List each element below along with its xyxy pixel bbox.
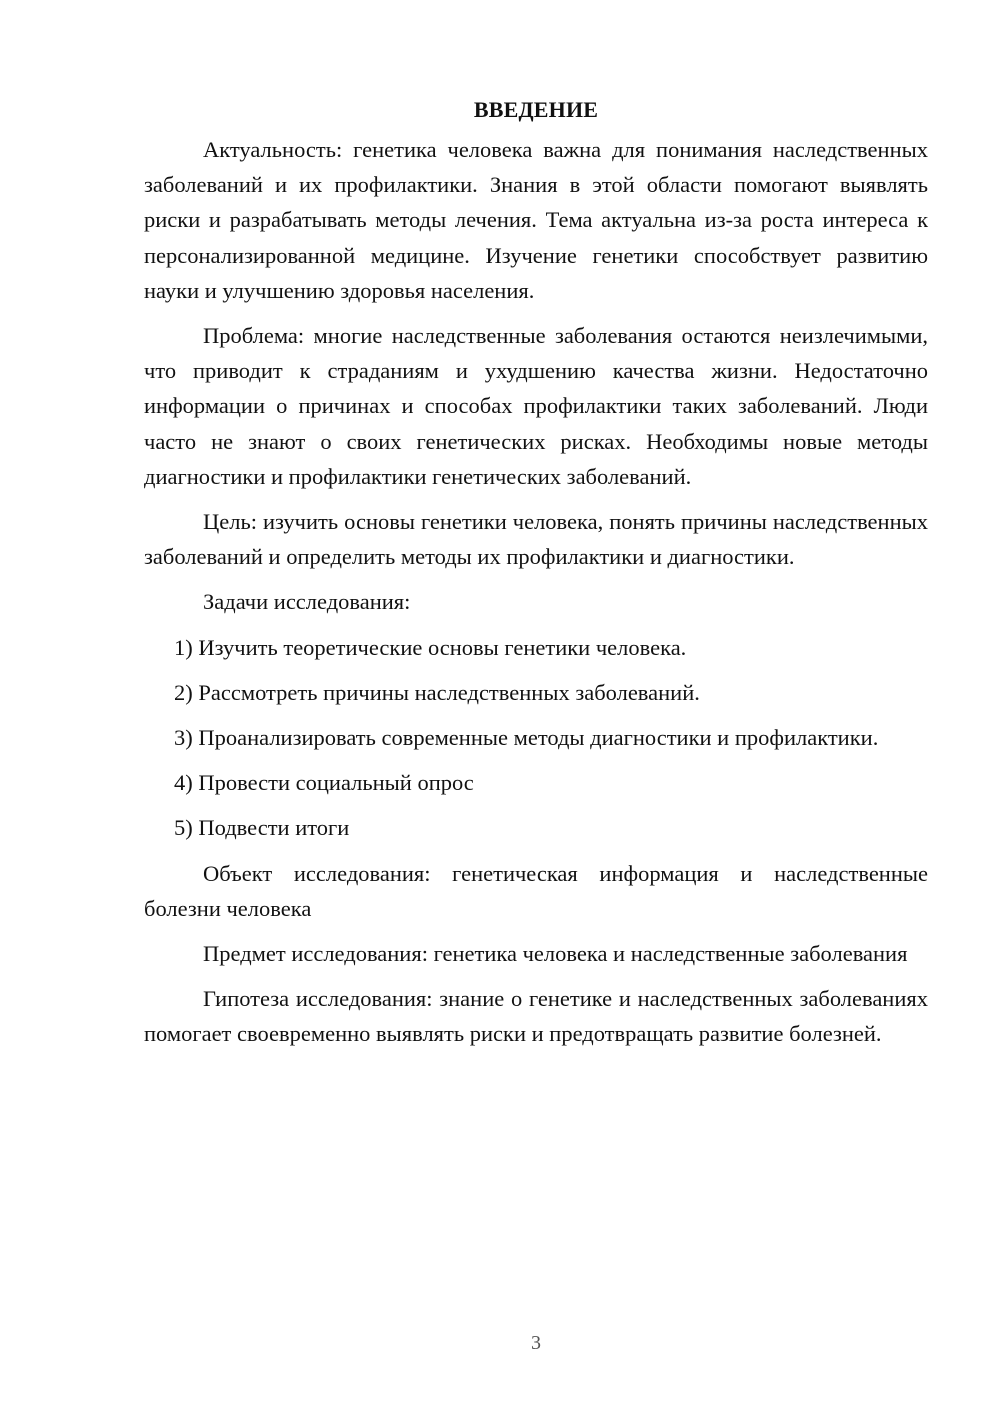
page-content	[144, 92, 928, 1062]
paragraph-problem: Проблема: многие наследственные заболевания остаются неизлечимыми, что приводит к страданиям и ухудшению качества жизни. Недостаточно информации о причинах и способах профилактики таких заболеваний. Люди часто не знают о своих генетических рисках. Необходимы новые методы диагностики и профилактики генетических заболеваний.	[144, 323, 928, 489]
tasks-heading: Задачи исследования:	[203, 589, 411, 615]
section-title: ВВЕДЕНИЕ	[473, 97, 599, 122]
paragraph-hypothesis: Гипотеза исследования: знание о генетике и наследственных заболеваниях помогает своевременно выявлять риски и предотвращать развитие болезней.	[144, 986, 928, 1047]
task-item-1: 1) Изучить теоретические основы генетики человека.	[174, 634, 687, 660]
task-item-2: 2) Рассмотреть причины наследственных заболеваний.	[174, 679, 700, 705]
task-item-5: 5) Подвести итоги	[174, 815, 350, 841]
paragraph-object: Объект исследования: генетическая информация и наследственные болезни человека	[144, 860, 928, 921]
paragraph-subject: Предмет исследования: генетика человека и наследственные заболевания	[203, 941, 908, 967]
paragraph-goal: Цель: изучить основы генетики человека, понять причины наследственных заболеваний и определить методы их профилактики и диагностики.	[144, 509, 928, 570]
page-number: 3	[531, 1332, 541, 1354]
task-item-3: 3) Проанализировать современные методы диагностики и профилактики.	[174, 725, 879, 751]
paragraph-relevance: Актуальность: генетика человека важна для понимания наследственных заболеваний и их профилактики. Знания в этой области помогают выявлять риски и разрабатывать методы лечения. Тема актуальна из-за роста интереса к персонализированной медицине. Изучение генетики способствует развитию науки и улучшению здоровья населения.	[144, 137, 928, 303]
task-item-4: 4) Провести социальный опрос	[174, 770, 474, 796]
